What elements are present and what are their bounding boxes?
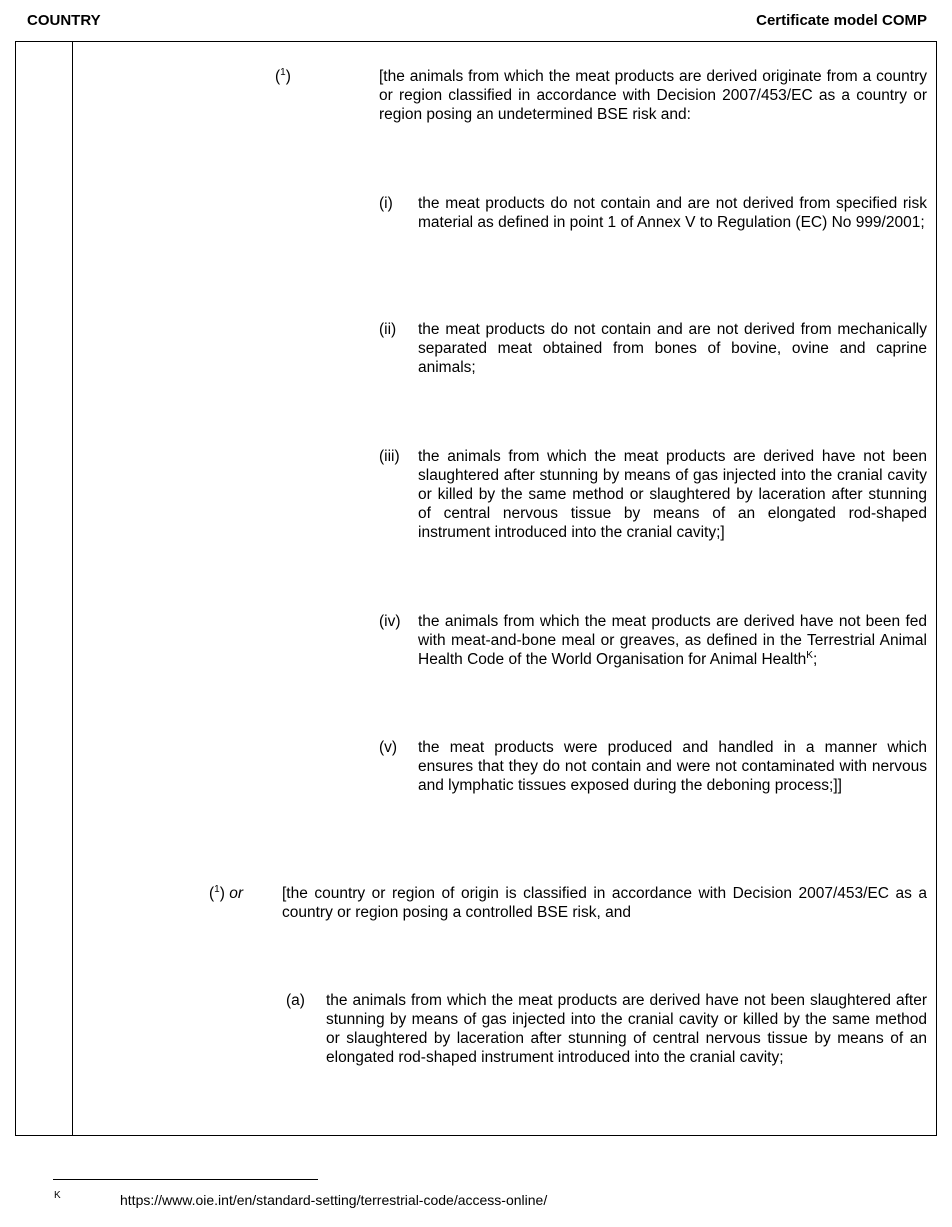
- footnote-mark: K: [54, 1190, 61, 1201]
- item-iii-label: (iii): [379, 448, 400, 465]
- undetermined-risk-paragraph: [the animals from which the meat products are derived originate from a country or region classified in accordance with Decision 2007/453/EC as a country or region posing an undetermined BSE risk and:: [379, 68, 927, 123]
- item-a-text: the animals from which the meat products are derived have not been slaughtered after stunning by means of gas injected into the cranial cavity or killed by the same method or slaughtered by laceration after stunning of central nervous tissue by means of an elongated rod-shaped instrument introduced into the cranial cavity;: [326, 992, 927, 1066]
- item-a-label: (a): [286, 992, 305, 1009]
- item-iii-text: the animals from which the meat products are derived have not been slaughtered after stunning by means of gas injected into the cranial cavity or killed by the same method or slaughtered by laceration after stunning of central nervous tissue by means of an elongated rod-shaped instrument introduced into the cranial cavity;]: [418, 448, 927, 541]
- footnote-marker-1: ($^1$): [275, 66, 291, 85]
- item-ii-text: the meat products do not contain and are not derived from mechanically separated meat obtained from bones of bovine, ovine and caprine animals;: [418, 321, 927, 376]
- item-iv-text: the animals from which the meat products are derived have not been fed with meat-and-bone meal or greaves, as defined in the Terrestrial Animal Health Code of the World Organisation for Animal Health$^K$;: [418, 613, 927, 668]
- header-certificate-model: Certificate model COMP: [756, 12, 927, 29]
- item-ii-label: (ii): [379, 321, 397, 338]
- controlled-risk-paragraph: [the country or region of origin is classified in accordance with Decision 2007/453/EC as a country or region posing a controlled BSE risk, and: [282, 885, 927, 921]
- footnote-url: https://www.oie.int/en/standard-setting/terrestrial-code/access-online/: [120, 1192, 548, 1208]
- footnote-separator: [53, 1179, 318, 1180]
- item-i-label: (i): [379, 195, 393, 212]
- footnote-marker-or: ($^1$) or: [209, 883, 244, 902]
- item-v-label: (v): [379, 739, 398, 756]
- header-country: COUNTRY: [27, 12, 101, 29]
- column-divider: [72, 41, 73, 1136]
- item-iv-label: (iv): [379, 613, 401, 630]
- item-i-text: the meat products do not contain and are not derived from specified risk material as defined in point 1 of Annex V to Regulation (EC) No 999/2001;: [418, 195, 927, 231]
- footnote-ref-k: K: [806, 649, 813, 661]
- item-v-text: the meat products were produced and handled in a manner which ensures that they do not contain and were not contaminated with nervous and lymphatic tissues exposed during the deboning process;]]: [418, 739, 927, 794]
